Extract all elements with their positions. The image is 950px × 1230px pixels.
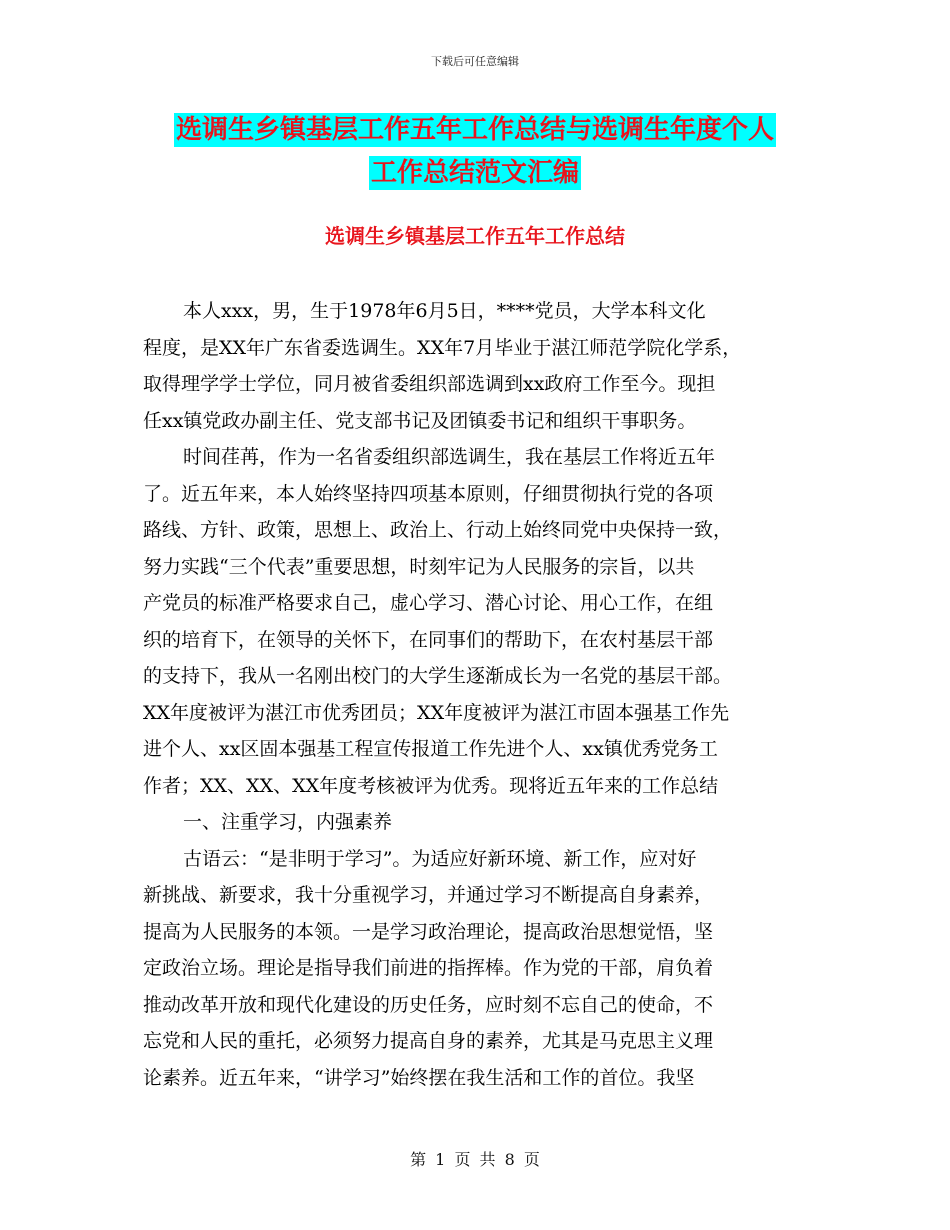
section-title: 选调生乡镇基层工作五年工作总结 <box>325 224 625 248</box>
body-line: 提高为人民服务的本领。一是学习政治理论，提高政治思想觉悟，坚 <box>143 920 714 943</box>
body-line: 程度，是XX年广东省委选调生。XX年7月毕业于湛江师范学院化学系， <box>143 336 742 359</box>
title-highlight-1: 选调生乡镇基层工作五年工作总结与选调生年度个人 <box>175 115 774 145</box>
body-line: 任xx镇党政办副主任、党支部书记及团镇委书记和组织干事职务。 <box>143 409 697 432</box>
body-line: 取得理学学士学位，同月被省委组织部选调到xx政府工作至今。现担 <box>143 373 716 395</box>
body-line: 时间荏苒，作为一名省委组织部选调生，我在基层工作将近五年 <box>183 446 716 468</box>
body-line: 定政治立场。理论是指导我们前进的指挥棒。作为党的干部，肩负着 <box>143 957 714 979</box>
body-line: 产党员的标准严格要求自己，虚心学习、潜心讨论、用心工作，在组 <box>143 592 714 614</box>
document-title-line-2 <box>0 155 950 191</box>
body-line: 推动改革开放和现代化建设的历史任务，应时刻不忘自己的使命，不 <box>143 993 714 1016</box>
document-title-line-1 <box>0 112 950 148</box>
body-line: 织的培育下，在领导的关怀下，在同事们的帮助下，在农村基层干部 <box>143 628 714 651</box>
title-highlight-2: 工作总结范文汇编 <box>370 158 579 188</box>
page-footer: 第 1 页 共 8 页 <box>410 1150 540 1169</box>
page-header: 下载后可任意编辑 <box>431 55 519 68</box>
body-line: XX年度被评为湛江市优秀团员；XX年度被评为湛江市固本强基工作先 <box>143 701 730 724</box>
body-line: 的支持下，我从一名刚出校门的大学生逐渐成长为一名党的基层干部。 <box>143 665 733 687</box>
body-text <box>143 293 818 1096</box>
body-line: 路线、方针、政策，思想上、政治上、行动上始终同党中央保持一致， <box>143 519 733 541</box>
body-line: 论素养。近五年来，“讲学习”始终摆在我生活和工作的首位。我坚 <box>143 1066 695 1089</box>
body-line: 本人xxx，男，生于1978年6月5日，****党员，大学本科文化 <box>183 300 706 322</box>
body-line: 一、注重学习，内强素养 <box>183 811 393 833</box>
body-line: 了。近五年来，本人始终坚持四项基本原则，仔细贯彻执行党的各项 <box>143 482 714 505</box>
body-line: 作者；XX、XX、XX年度考核被评为优秀。现将近五年来的工作总结 <box>143 774 719 797</box>
body-line: 进个人、xx区固本强基工程宣传报道工作先进个人、xx镇优秀党务工 <box>143 738 718 760</box>
body-line: 新挑战、新要求，我十分重视学习，并通过学习不断提高自身素养， <box>143 884 714 906</box>
body-line: 努力实践“三个代表”重要思想，时刻牢记为人民服务的宗旨，以共 <box>143 555 695 578</box>
body-line: 忘党和人民的重托，必须努力提高自身的素养，尤其是马克思主义理 <box>143 1030 714 1052</box>
body-line: 古语云：“是非明于学习”。为适应好新环境、新工作，应对好 <box>183 847 697 870</box>
